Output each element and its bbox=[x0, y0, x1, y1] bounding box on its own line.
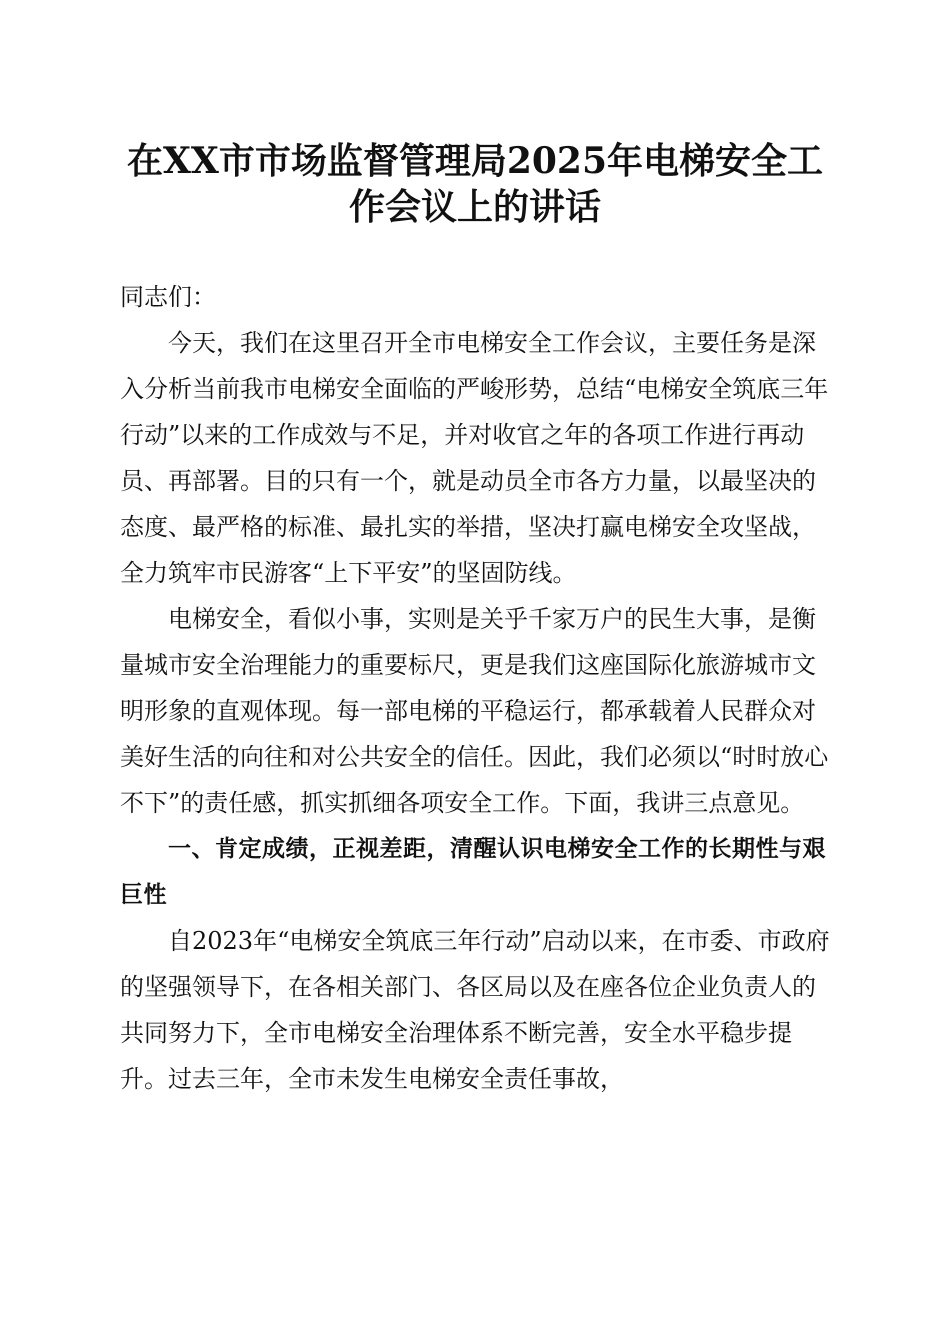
document-body bbox=[120, 274, 830, 1102]
document-title: 在XX市市场监督管理局2025年电梯安全工作会议上的讲话 bbox=[126, 140, 824, 228]
salutation: 同志们： bbox=[120, 283, 216, 311]
section-heading-1: 一、肯定成绩，正视差距，清醒认识电梯安全工作的长期性与艰巨性 bbox=[120, 836, 826, 908]
section-1-paragraph: 自2023年“电梯安全筑底三年行动”启动以来，在市委、市政府的坚强领导下，在各相关部门、各区局以及在座各位企业负责人的共同努力下，全市电梯安全治理体系不断完善，安全水平稳步提升。过去三年，全市未发生电梯安全责任事故， bbox=[120, 927, 830, 1093]
paragraph-intro: 今天，我们在这里召开全市电梯安全工作会议，主要任务是深入分析当前我市电梯安全面临的严峻形势，总结“电梯安全筑底三年行动”以来的工作成效与不足，并对收官之年的各项工作进行再动员、再部署。目的只有一个，就是动员全市各方力量，以最坚决的态度、最严格的标准、最扎实的举措，坚决打赢电梯安全攻坚战，全力筑牢市民游客“上下平安”的坚固防线。 bbox=[120, 329, 829, 587]
paragraph-significance: 电梯安全，看似小事，实则是关乎千家万户的民生大事，是衡量城市安全治理能力的重要标尺，更是我们这座国际化旅游城市文明形象的直观体现。每一部电梯的平稳运行，都承载着人民群众对美好生活的向往和对公共安全的信任。因此，我们必须以“时时放心不下”的责任感，抓实抓细各项安全工作。下面，我讲三点意见。 bbox=[120, 605, 829, 817]
